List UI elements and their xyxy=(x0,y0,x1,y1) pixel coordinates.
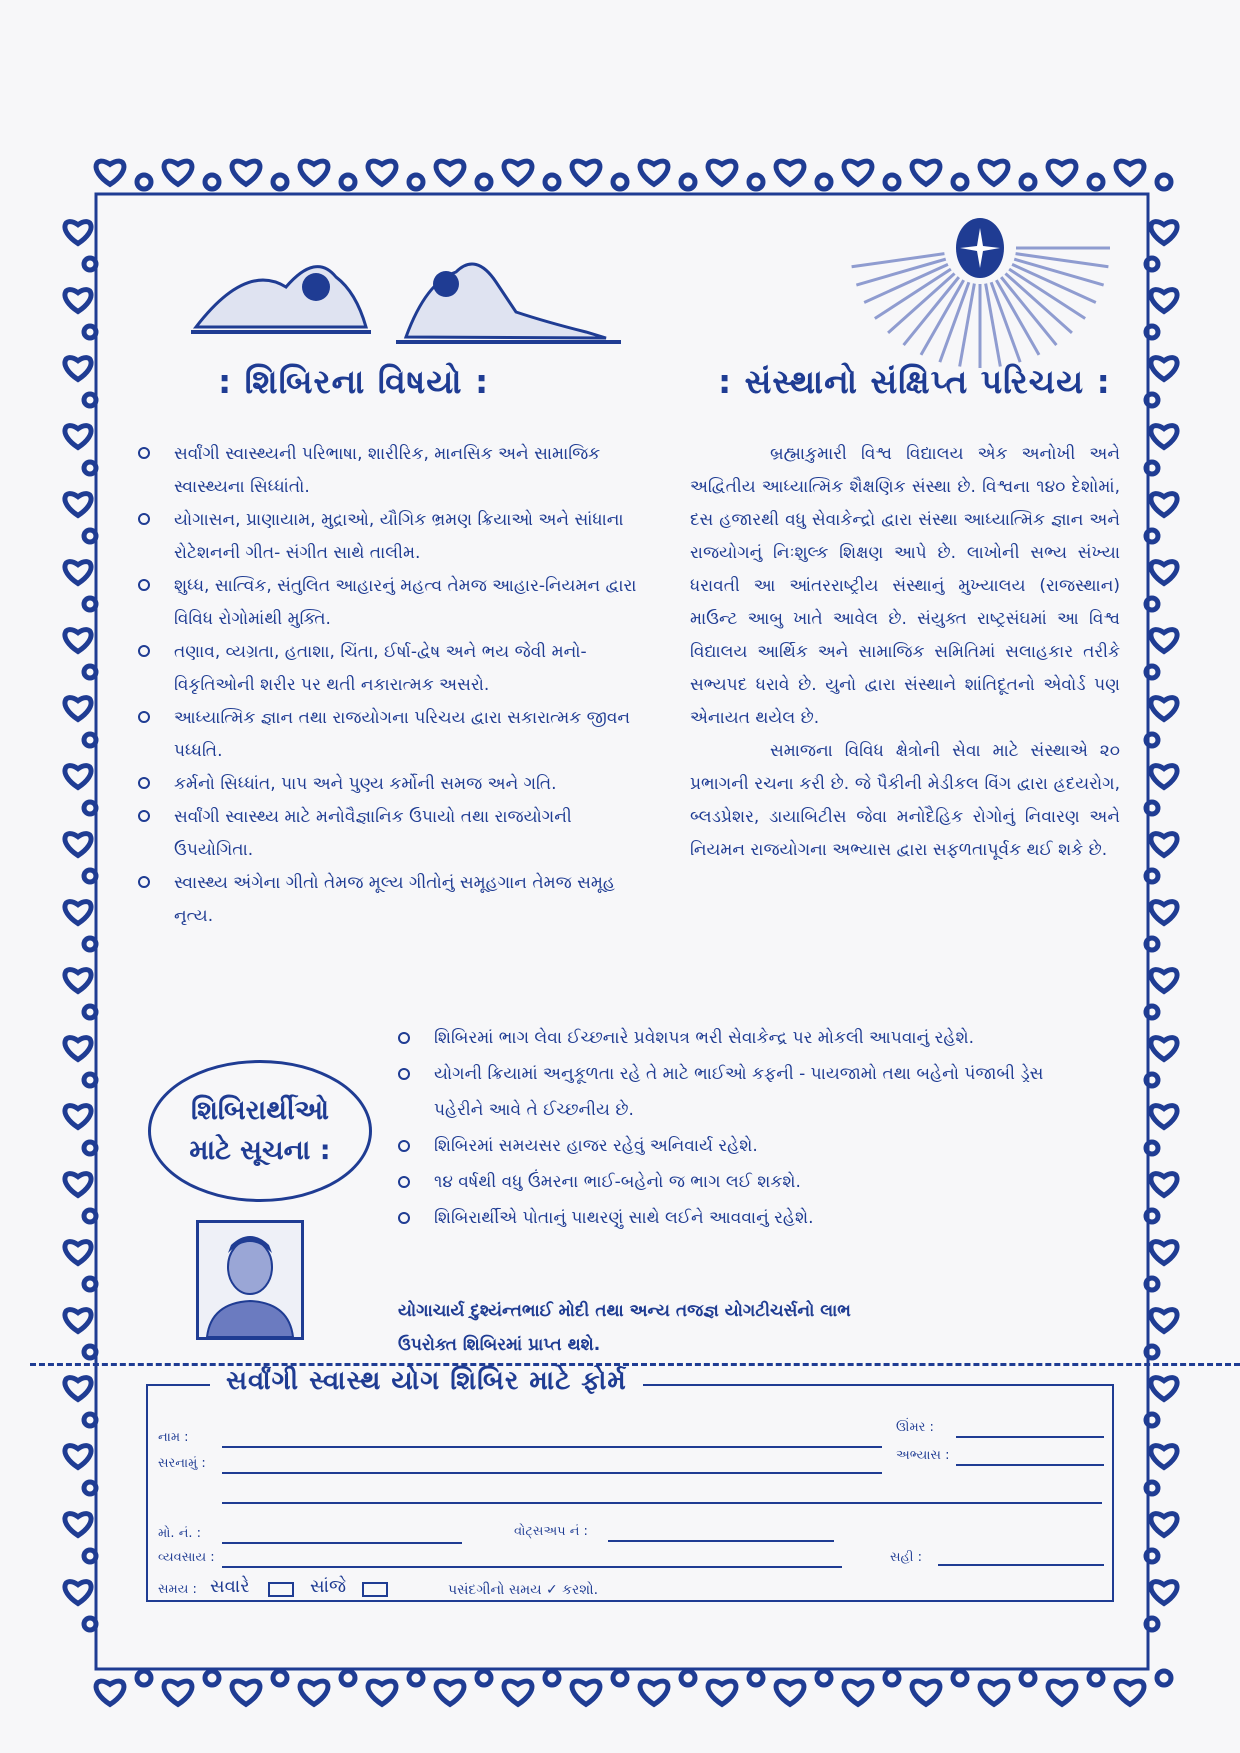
heart-ornament-icon xyxy=(300,1681,328,1704)
heart-ornament-icon xyxy=(708,161,736,184)
camp-topic-item xyxy=(138,702,638,768)
curl-ornament-icon xyxy=(477,175,491,189)
heart-ornament-icon xyxy=(232,161,260,184)
whatsapp-label: વોટ્સઅપ નં : xyxy=(514,1524,588,1539)
curl-ornament-icon xyxy=(84,1074,96,1086)
curl-ornament-icon xyxy=(84,394,96,406)
curl-ornament-icon xyxy=(1021,175,1035,189)
signature-field[interactable] xyxy=(938,1564,1104,1566)
morning-label: સવારે xyxy=(210,1576,250,1597)
camp-topic-item xyxy=(138,768,638,801)
notice-item xyxy=(398,1020,1078,1056)
sun-ray xyxy=(986,284,1001,367)
curl-ornament-icon xyxy=(84,598,96,610)
heart-ornament-icon xyxy=(844,1681,872,1704)
curl-ornament-icon xyxy=(273,175,287,189)
heart-ornament-icon xyxy=(844,161,872,184)
notice-item xyxy=(398,1056,1078,1128)
camp-topic-item xyxy=(138,867,638,933)
heart-ornament-icon xyxy=(1151,494,1177,516)
heart-ornament-icon xyxy=(1116,161,1144,184)
study-label: અભ્યાસ : xyxy=(896,1448,950,1463)
circle-bullet-icon xyxy=(138,645,150,657)
person-portrait-icon xyxy=(199,1223,301,1337)
curl-ornament-icon xyxy=(84,1482,96,1494)
curl-ornament-icon xyxy=(205,1671,219,1685)
curl-ornament-icon xyxy=(613,1671,627,1685)
curl-ornament-icon xyxy=(749,1671,763,1685)
circle-bullet-icon xyxy=(138,876,150,888)
org-intro-paragraph-2: સમાજના વિવિધ ક્ષેત્રોની સેવા માટે સંસ્થાએ ૨૦ પ્રભાગની રચના કરી છે. જે પૈકીની મેડીકલ વિંગ દ્વારા હ્રદયરોગ, બ્લડપ્રેશર, ડાયાબિટીસ જેવા મનોદૈહિક રોગોનું નિવારણ અને નિયમન રાજયોગના અભ્યાસ દ્વારા સફળતાપૂર્વક થઈ શકે છે. xyxy=(690,741,1120,860)
heart-ornament-icon xyxy=(436,161,464,184)
heart-ornament-icon xyxy=(300,161,328,184)
curl-ornament-icon xyxy=(84,802,96,814)
teacher-note-line-1: યોગાચાર્ય દુશ્યંન્તભાઈ મોદી તથા અન્ય તજજ્ઞ યોગટીચર્સનો લાભ xyxy=(398,1301,851,1321)
curl-ornament-icon xyxy=(1089,1671,1103,1685)
curl-ornament-icon xyxy=(341,1671,355,1685)
circle-bullet-icon xyxy=(138,447,150,459)
participant-notice-list xyxy=(398,1020,1078,1236)
curl-ornament-icon xyxy=(1157,175,1171,189)
occupation-field[interactable] xyxy=(222,1566,842,1568)
curl-ornament-icon xyxy=(273,1671,287,1685)
occupation-label: વ્યવસાય : xyxy=(158,1550,215,1565)
curl-ornament-icon xyxy=(885,1671,899,1685)
camp-topic-item xyxy=(138,801,638,867)
curl-ornament-icon xyxy=(341,175,355,189)
heart-ornament-icon xyxy=(1151,1174,1177,1196)
notice-item xyxy=(398,1128,1078,1164)
heart-ornament-icon xyxy=(1151,1310,1177,1332)
heart-ornament-icon xyxy=(96,1681,124,1704)
curl-ornament-icon xyxy=(613,175,627,189)
heart-ornament-icon xyxy=(640,1681,668,1704)
heart-ornament-icon xyxy=(572,161,600,184)
curl-ornament-icon xyxy=(84,1346,96,1358)
notice-item xyxy=(398,1164,1078,1200)
curl-ornament-icon xyxy=(137,175,151,189)
heart-ornament-icon xyxy=(65,426,91,448)
heart-ornament-icon xyxy=(65,1310,91,1332)
curl-ornament-icon xyxy=(205,175,219,189)
heart-ornament-icon xyxy=(504,161,532,184)
name-label: નામ : xyxy=(158,1430,189,1445)
camp-topic-item xyxy=(138,438,638,504)
address-field-line-2[interactable] xyxy=(222,1502,1102,1504)
age-field[interactable] xyxy=(956,1436,1104,1438)
circle-bullet-icon xyxy=(398,1068,410,1080)
curl-ornament-icon xyxy=(681,1671,695,1685)
camp-topic-text: યોગાસન, પ્રાણાયામ, મુદ્રાઓ, યૌગિક ભ્રમણ ક્રિયાઓ અને સાંધાના રોટેશનની ગીત- સંગીત સાથે તાલીમ. xyxy=(174,510,624,563)
curl-ornament-icon xyxy=(84,1006,96,1018)
registration-form xyxy=(146,1366,1114,1602)
yoga-teacher-note xyxy=(398,1294,1098,1362)
curl-ornament-icon xyxy=(137,1671,151,1685)
org-intro-paragraph-1: બ્રહ્માકુમારી વિશ્વ વિદ્યાલય એક અનોખી અને અદ્વિતીય આધ્યાત્મિક શૈક્ષણિક સંસ્થા છે. વિશ્વના ૧૪૦ દેશોમાં, દસ હજારથી વધુ સેવાકેન્દ્રો દ્વારા સંસ્થા આધ્યાત્મિક જ્ઞાન અને રાજયોગનું નિઃશુલ્ક શિક્ષણ આપે છે. લાખોની સભ્ય સંખ્યા ધરાવતી આ આંતરરાષ્ટ્રીય સંસ્થાનું મુખ્યાલય (રાજસ્થાન) માઉન્ટ આબુ ખાતે આવેલ છે. સંયુક્ત રાષ્ટ્રસંઘમાં આ વિશ્વ વિદ્યાલય આર્થિક અને સામાજિક સમિતિમાં સલાહકાર તરીકે સભ્યપદ ધરાવે છે. યુનો દ્વારા સંસ્થાને શાંતિદૂતનો એવોર્ડ પણ એનાયત થયેલ છે. xyxy=(690,444,1120,728)
curl-ornament-icon xyxy=(953,175,967,189)
curl-ornament-icon xyxy=(749,175,763,189)
heart-ornament-icon xyxy=(65,1174,91,1196)
heart-ornament-icon xyxy=(912,1681,940,1704)
notice-item xyxy=(398,1200,1078,1236)
curl-ornament-icon xyxy=(477,1671,491,1685)
curl-ornament-icon xyxy=(84,734,96,746)
heart-ornament-icon xyxy=(1151,562,1177,584)
curl-ornament-icon xyxy=(84,1550,96,1562)
heart-ornament-icon xyxy=(1151,970,1177,992)
heart-ornament-icon xyxy=(65,290,91,312)
heart-ornament-icon xyxy=(65,630,91,652)
evening-label: સાંજે xyxy=(310,1576,347,1597)
camp-topic-text: સ્વાસ્થ્ય અંગેના ગીતો તેમજ મૂલ્ય ગીતોનું સમૂહગાન તેમજ સમૂહ નૃત્ય. xyxy=(174,873,615,926)
heart-ornament-icon xyxy=(65,1582,91,1604)
heart-ornament-icon xyxy=(1151,222,1177,244)
address-field-line-1[interactable] xyxy=(222,1472,882,1474)
curl-ornament-icon xyxy=(84,1618,96,1630)
circle-bullet-icon xyxy=(138,579,150,591)
heart-ornament-icon xyxy=(65,1038,91,1060)
sun-emblem-icon xyxy=(840,196,1120,376)
participant-notice-badge xyxy=(148,1060,372,1202)
heart-ornament-icon xyxy=(708,1681,736,1704)
heart-ornament-icon xyxy=(1151,358,1177,380)
curl-ornament-icon xyxy=(84,666,96,678)
heart-ornament-icon xyxy=(65,562,91,584)
heart-ornament-icon xyxy=(1151,1514,1177,1536)
org-intro-text xyxy=(690,438,1120,867)
camp-topics-list xyxy=(138,438,638,933)
curl-ornament-icon xyxy=(885,175,899,189)
curl-ornament-icon xyxy=(84,1210,96,1222)
heart-ornament-icon xyxy=(436,1681,464,1704)
curl-ornament-icon xyxy=(84,258,96,270)
notice-text: યોગની ક્રિયામાં અનુકૂળતા રહે તે માટે ભાઈઓ કફની - પાયજામો તથા બહેનો પંજાબી ડ્રેસ પહેરીને આવે તે ઈચ્છનીય છે. xyxy=(434,1064,1044,1120)
yoga-pose-illustration-left xyxy=(186,232,376,342)
camp-topic-text: કર્મનો સિધ્ધાંત, પાપ અને પુણ્ય કર્મોની સમજ અને ગતિ. xyxy=(174,774,557,794)
heart-ornament-icon xyxy=(776,161,804,184)
morning-checkbox[interactable] xyxy=(268,1582,294,1597)
teacher-note-line-2: ઉપરોક્ત શિબિરમાં પ્રાપ્ત થશે. xyxy=(398,1335,601,1355)
curl-ornament-icon xyxy=(1021,1671,1035,1685)
notice-text: શિબિરાર્થીએ પોતાનું પાથરણું સાથે લઈને આવવાનું રહેશે. xyxy=(434,1208,814,1228)
age-label: ઊંમર : xyxy=(896,1420,934,1435)
heart-ornament-icon xyxy=(1151,766,1177,788)
heart-ornament-icon xyxy=(65,222,91,244)
heart-ornament-icon xyxy=(1048,1681,1076,1704)
sun-ray xyxy=(960,284,975,367)
circle-bullet-icon xyxy=(398,1212,410,1224)
heart-ornament-icon xyxy=(65,1242,91,1264)
heart-ornament-icon xyxy=(1151,1446,1177,1468)
circle-bullet-icon xyxy=(138,513,150,525)
heart-ornament-icon xyxy=(1151,698,1177,720)
circle-bullet-icon xyxy=(138,777,150,789)
circle-bullet-icon xyxy=(398,1140,410,1152)
curl-ornament-icon xyxy=(1089,175,1103,189)
evening-checkbox[interactable] xyxy=(362,1582,388,1597)
heart-ornament-icon xyxy=(65,902,91,924)
heart-ornament-icon xyxy=(65,970,91,992)
heart-ornament-icon xyxy=(96,161,124,184)
heart-ornament-icon xyxy=(232,1681,260,1704)
heart-ornament-icon xyxy=(65,1514,91,1536)
circle-bullet-icon xyxy=(138,810,150,822)
heart-ornament-icon xyxy=(1151,1582,1177,1604)
heart-ornament-icon xyxy=(912,161,940,184)
heart-ornament-icon xyxy=(65,1446,91,1468)
curl-ornament-icon xyxy=(545,1671,559,1685)
curl-ornament-icon xyxy=(409,175,423,189)
mobile-label: મો. નં. : xyxy=(158,1526,202,1541)
heart-ornament-icon xyxy=(1151,834,1177,856)
camp-topic-item xyxy=(138,570,638,636)
signature-label: સહી : xyxy=(890,1550,923,1565)
heart-ornament-icon xyxy=(1151,1106,1177,1128)
camp-topic-item xyxy=(138,636,638,702)
heart-ornament-icon xyxy=(1151,1242,1177,1264)
heart-ornament-icon xyxy=(164,161,192,184)
curl-ornament-icon xyxy=(1157,1671,1171,1685)
mobile-field[interactable] xyxy=(222,1542,462,1544)
notice-text: ૧૪ વર્ષથી વધુ ઉંમરના ભાઈ-બહેનો જ ભાગ લઈ શકશે. xyxy=(434,1172,801,1192)
heart-ornament-icon xyxy=(368,1681,396,1704)
heart-ornament-icon xyxy=(980,1681,1008,1704)
heart-ornament-icon xyxy=(572,1681,600,1704)
heart-ornament-icon xyxy=(1048,161,1076,184)
heart-ornament-icon xyxy=(1151,630,1177,652)
heart-ornament-icon xyxy=(1151,1038,1177,1060)
circle-bullet-icon xyxy=(138,711,150,723)
heart-ornament-icon xyxy=(65,494,91,516)
curl-ornament-icon xyxy=(84,530,96,542)
yoga-teacher-photo xyxy=(196,1220,304,1340)
address-label: સરનામું : xyxy=(158,1456,206,1471)
heart-ornament-icon xyxy=(1151,1378,1177,1400)
camp-topic-text: સર્વાંગી સ્વાસ્થ્ય માટે મનોવૈજ્ઞાનિક ઉપાયો તથા રાજયોગની ઉપયોગિતા. xyxy=(174,807,572,860)
choose-time-note: પસંદગીનો સમય ✓ કરશો. xyxy=(448,1582,599,1598)
heart-ornament-icon xyxy=(164,1681,192,1704)
notice-text: શિબિરમાં સમયસર હાજર રહેવું અનિવાર્ય રહેશે. xyxy=(434,1136,758,1156)
form-title: સર્વાંગી સ્વાસ્થ યોગ શિબિર માટે ફોર્મ xyxy=(210,1366,643,1397)
org-intro-heading: : સંસ્થાનો સંક્ષિપ્ત પરિચય : xyxy=(718,362,1111,401)
notice-text: શિબિરમાં ભાગ લેવા ઈચ્છનારે પ્રવેશપત્ર ભરી સેવાકેન્દ્ર પર મોકલી આપવાનું રહેશે. xyxy=(434,1028,975,1048)
camp-topics-heading: : શિબિરના વિષયો : xyxy=(218,362,490,401)
time-label: સમય : xyxy=(158,1582,197,1597)
camp-topic-text: તણાવ, વ્યગ્રતા, હતાશા, ચિંતા, ઈર્ષા-દ્વેષ અને ભય જેવી મનો-વિકૃતિઓની શરીર પર થતી નકારાત્મક અસરો. xyxy=(174,642,587,695)
curl-ornament-icon xyxy=(681,175,695,189)
heart-ornament-icon xyxy=(368,161,396,184)
camp-topic-text: શુધ્ધ, સાત્વિક, સંતુલિત આહારનું મહત્વ તેમજ આહાર-નિયમન દ્વારા વિવિધ રોગોમાંથી મુક્તિ. xyxy=(174,576,637,629)
curl-ornament-icon xyxy=(84,1278,96,1290)
heart-ornament-icon xyxy=(65,1378,91,1400)
curl-ornament-icon xyxy=(84,938,96,950)
heart-ornament-icon xyxy=(640,161,668,184)
curl-ornament-icon xyxy=(84,1142,96,1154)
heart-ornament-icon xyxy=(980,161,1008,184)
curl-ornament-icon xyxy=(84,326,96,338)
heart-ornament-icon xyxy=(776,1681,804,1704)
whatsapp-field[interactable] xyxy=(608,1540,834,1542)
notice-badge-line-1: શિબિરાર્થીઓ xyxy=(190,1095,330,1126)
curl-ornament-icon xyxy=(84,462,96,474)
heart-ornament-icon xyxy=(1116,1681,1144,1704)
heart-ornament-icon xyxy=(1151,290,1177,312)
heart-ornament-icon xyxy=(65,698,91,720)
curl-ornament-icon xyxy=(84,1414,96,1426)
camp-topic-text: સર્વાંગી સ્વાસ્થ્યની પરિભાષા, શારીરિક, માનસિક અને સામાજિક સ્વાસ્થ્યના સિધ્ધાંતો. xyxy=(174,444,601,497)
curl-ornament-icon xyxy=(953,1671,967,1685)
curl-ornament-icon xyxy=(817,175,831,189)
curl-ornament-icon xyxy=(545,175,559,189)
camp-topic-text: આધ્યાત્મિક જ્ઞાન તથા રાજયોગના પરિચય દ્વારા સકારાત્મક જીવન પધ્ધતિ. xyxy=(174,708,631,761)
yoga-pose-illustration-right xyxy=(386,242,626,352)
name-field[interactable] xyxy=(222,1446,882,1448)
study-field[interactable] xyxy=(956,1464,1104,1466)
heart-ornament-icon xyxy=(504,1681,532,1704)
heart-ornament-icon xyxy=(1151,426,1177,448)
notice-badge-line-2: માટે સૂચના : xyxy=(189,1135,331,1166)
heart-ornament-icon xyxy=(65,834,91,856)
curl-ornament-icon xyxy=(84,870,96,882)
circle-bullet-icon xyxy=(398,1032,410,1044)
curl-ornament-icon xyxy=(409,1671,423,1685)
heart-ornament-icon xyxy=(65,358,91,380)
heart-ornament-icon xyxy=(65,766,91,788)
heart-ornament-icon xyxy=(65,1106,91,1128)
curl-ornament-icon xyxy=(817,1671,831,1685)
heart-ornament-icon xyxy=(1151,902,1177,924)
circle-bullet-icon xyxy=(398,1176,410,1188)
camp-topic-item xyxy=(138,504,638,570)
